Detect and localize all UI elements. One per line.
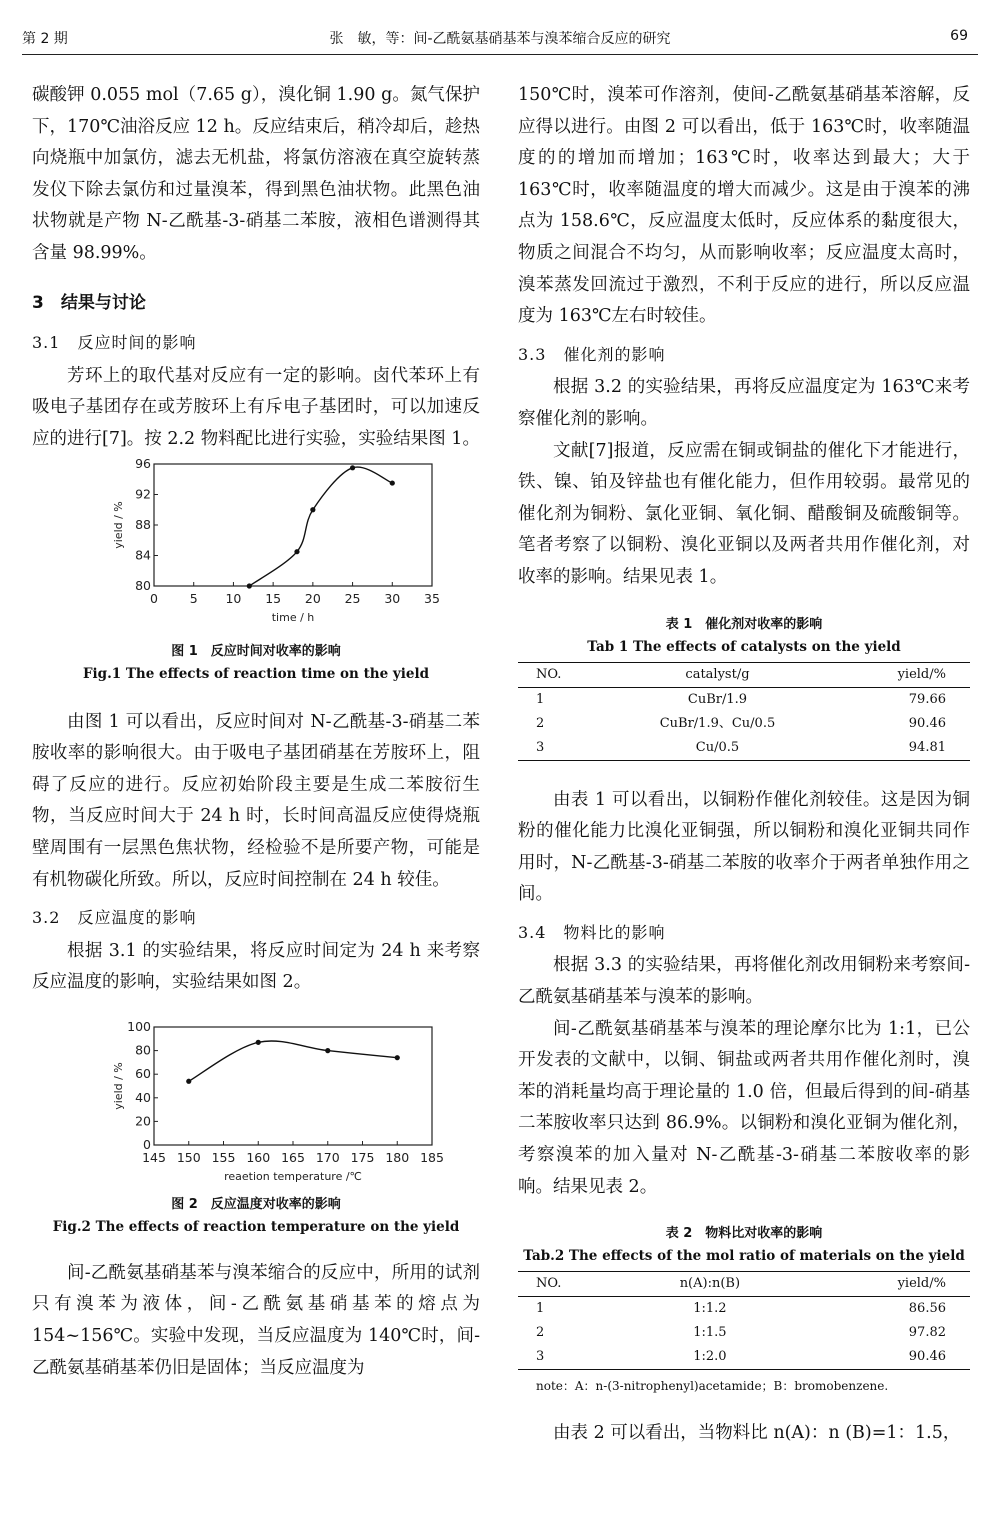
paragraph: 由表 1 可以看出，以铜粉作催化剂较佳。这是因为铜粉的催化能力比溴化亚铜强，所以铜粉和溴化亚铜共同作用时，N-乙酰基-3-硝基二苯胺的收率介于两者单独作用之间。	[518, 789, 970, 905]
chart-axes	[112, 1019, 444, 1183]
table-header: n(A):n(B)	[679, 1276, 741, 1292]
subsection-heading: 3.3 催化剂的影响	[518, 344, 666, 364]
table-row	[518, 687, 970, 712]
table-cell: 1:1.5	[693, 1325, 727, 1341]
data-point	[186, 1079, 191, 1084]
data-point	[247, 583, 252, 588]
paragraph: 根据 3.2 的实验结果，再将反应温度定为 163℃来考察催化剂的影响。	[518, 377, 970, 429]
y-axis-label: yield / %	[112, 500, 125, 549]
table-header: catalyst/g	[685, 666, 750, 682]
table-1-grid	[518, 662, 970, 761]
table-2-note: note：A：n-(3-nitrophenyl)acetamide；B：bromobenzene.	[536, 1379, 889, 1394]
right-column	[518, 80, 970, 1450]
figure-2-caption-en: Fig.2 The effects of reaction temperature on the yield	[52, 1218, 460, 1235]
y-tick-label: 84	[135, 547, 151, 563]
x-tick-label: 25	[344, 590, 361, 606]
subsection-heading: 3.2 反应温度的影响	[32, 908, 197, 928]
paragraph: 碳酸钾 0.055 mol（7.65 g），溴化铜 1.90 g。氮气保护下，170℃油浴反应 12 h。反应结束后，稍冷却后，趁热向烧瓶中加氯仿，滤去无机盐，将氯仿溶液在真空旋转蒸发仪下除去氯仿和过量溴苯，得到黑色油状物。此黑色油状物就是产物 N-乙酰基-3-硝基二苯胺，液相色谱测得其含量 98.99%。	[32, 85, 480, 263]
table-cell: CuBr/1.9、Cu/0.5	[659, 715, 776, 731]
table-row	[518, 736, 970, 761]
x-tick-label: 15	[265, 590, 282, 606]
y-axis-label: yield / %	[112, 1062, 125, 1110]
table-row	[518, 712, 970, 736]
table-row	[518, 1297, 970, 1322]
series-line	[189, 1041, 398, 1081]
table-cell: 2	[536, 1325, 545, 1341]
table-header: NO.	[536, 1276, 562, 1292]
table-header-row	[518, 1272, 970, 1297]
table-2-grid	[518, 1271, 970, 1370]
table-cell: 97.82	[908, 1325, 946, 1341]
data-point	[256, 1040, 261, 1045]
table-1-caption-en: Tab 1 The effects of catalysts on the yield	[587, 638, 901, 655]
table-cell: 79.66	[908, 691, 946, 707]
data-point	[310, 507, 315, 512]
x-tick-label: 145	[142, 1149, 166, 1165]
page-number: 69	[950, 28, 968, 44]
x-tick-label: 10	[225, 590, 242, 606]
paragraph: 文献[7]报道，反应需在铜或铜盐的催化下才能进行，铁、镍、铂及锌盐也有催化能力，但作用较弱。最常见的催化剂为铜粉、氯化亚铜、氧化铜、醋酸铜及硫酸铜等。笔者考察了以铜粉、溴化亚铜以及两者共用作催化剂，对收率的影响。结果见表 1。	[518, 440, 970, 587]
table-cell: 1:2.0	[693, 1349, 727, 1365]
table-header: yield/%	[897, 1276, 946, 1292]
paragraph: 间-乙酰氨基硝基苯与溴苯缩合的反应中，所用的试剂只有溴苯为液体，间-乙酰氨基硝基苯的熔点为 154~156℃。实验中发现，当反应温度为 140℃时，间-乙酰氨基硝基苯仍旧是固体；当反应温度为	[32, 1262, 480, 1378]
paragraph: 根据 3.3 的实验结果，再将催化剂改用铜粉来考察间-乙酰氨基硝基苯与溴苯的影响。	[518, 955, 970, 1008]
left-column	[32, 80, 480, 1384]
figure-1-caption-en: Fig.1 The effects of reaction time on the yield	[82, 665, 430, 682]
running-title: 张 敏，等：间-乙酰氨基硝基苯与溴苯缩合反应的研究	[329, 31, 671, 47]
table-1-caption-cn: 表 1 催化剂对收率的影响	[665, 616, 823, 632]
table-1	[518, 614, 970, 761]
series-line	[249, 467, 392, 586]
y-tick-label: 20	[135, 1113, 151, 1129]
subsection-heading: 3.1 反应时间的影响	[32, 333, 197, 353]
x-tick-label: 155	[211, 1149, 236, 1165]
paragraph: 由图 1 可以看出，反应时间对 N-乙酰基-3-硝基二苯胺收率的影响很大。由于吸电子基团硝基在芳胺环上，阻碍了反应的进行。反应初始阶段主要是生成二苯胺衍生物，当反应时间大于 24 h 时，长时间高温反应使得烧瓶壁周围有一层黑色焦状物，经检验不是所要产物，可能是有机物碳化所致。所以，反应时间控制在 24 h 较佳。	[32, 711, 480, 890]
y-tick-label: 100	[127, 1018, 151, 1034]
table-cell: 2	[536, 715, 545, 731]
x-tick-label: 170	[315, 1149, 340, 1165]
x-tick-label: 185	[420, 1149, 444, 1165]
x-tick-label: 5	[189, 590, 198, 606]
table-2-caption-cn: 表 2 物料比对收率的影响	[665, 1226, 823, 1242]
table-cell: Cu/0.5	[695, 739, 740, 755]
x-tick-label: 160	[246, 1149, 271, 1165]
y-tick-label: 88	[135, 516, 151, 532]
table-header-row	[518, 662, 970, 687]
x-axis-label: time / h	[271, 610, 315, 624]
y-tick-label: 40	[135, 1089, 151, 1105]
table-cell: 1:1.2	[693, 1301, 727, 1317]
figure-2-chart	[66, 1019, 446, 1194]
table-cell: 86.56	[908, 1301, 946, 1317]
data-point	[395, 1055, 400, 1060]
y-tick-label: 60	[135, 1066, 151, 1082]
data-point	[390, 480, 395, 485]
x-tick-label: 180	[385, 1149, 410, 1165]
y-tick-label: 96	[135, 455, 151, 471]
data-point	[294, 549, 299, 554]
table-cell: 3	[536, 1349, 545, 1365]
table-row	[518, 1321, 970, 1345]
table-cell: 94.81	[908, 739, 946, 755]
table-2-caption-en: Tab.2 The effects of the mol ratio of materials on the yield	[523, 1248, 965, 1265]
section-heading: 3 结果与讨论	[32, 292, 146, 313]
paragraph: 由表 2 可以看出，当物料比 n(A)：n (B)=1：1.5，	[553, 1423, 961, 1444]
table-cell: 1	[536, 1301, 545, 1317]
y-tick-label: 0	[143, 1136, 151, 1152]
figure-1-chart	[66, 456, 446, 641]
x-tick-label: 0	[150, 590, 158, 606]
paragraph: 根据 3.1 的实验结果，将反应时间定为 24 h 来考察反应温度的影响，实验结果如图 2。	[32, 940, 480, 993]
x-tick-label: 30	[384, 590, 401, 606]
x-tick-label: 150	[176, 1149, 201, 1165]
table-cell: 90.46	[908, 715, 946, 731]
table-header: NO.	[536, 666, 562, 682]
y-tick-label: 80	[135, 577, 151, 593]
paragraph: 芳环上的取代基对反应有一定的影响。卤代苯环上有吸电子基团存在或芳胺环上有斥电子基团时，可以加速反应的进行[7]。按 2.2 物料配比进行实验，实验结果图 1。	[32, 365, 480, 449]
x-tick-label: 165	[281, 1149, 305, 1165]
x-axis-label: reaetion temperature /℃	[224, 1169, 362, 1183]
plot-frame	[154, 1027, 432, 1145]
table-row	[518, 1345, 970, 1370]
issue-number: 第 2 期	[22, 31, 68, 47]
subsection-heading: 3.4 物料比的影响	[518, 922, 666, 942]
x-tick-label: 35	[424, 590, 440, 606]
y-tick-label: 92	[135, 486, 151, 502]
header-rule	[22, 54, 978, 55]
table-cell: CuBr/1.9	[687, 691, 748, 707]
y-tick-label: 80	[135, 1042, 151, 1058]
figure-2-caption-cn: 图 2 反应温度对收率的影响	[171, 1196, 341, 1212]
paragraph: 间-乙酰氨基硝基苯与溴苯的理论摩尔比为 1:1，已公开发表的文献中，以铜、铜盐或两者共用作催化剂时，溴苯的消耗量均高于理论量的 1.0 倍，但最后得到的间-硝基二苯胺收率只达到 86.9%。以铜粉和溴化亚铜为催化剂，考察溴苯的加入量对 N-乙酰基-3-硝基二苯胺收率的影响。结果见表 2。	[518, 1018, 970, 1197]
figure-1-caption-cn: 图 1 反应时间对收率的影响	[171, 643, 341, 659]
x-tick-label: 175	[350, 1149, 375, 1165]
table-2	[518, 1223, 970, 1396]
table-cell: 1	[536, 691, 545, 707]
table-cell: 90.46	[908, 1349, 946, 1365]
data-point	[350, 465, 355, 470]
x-tick-label: 20	[304, 590, 321, 606]
paragraph: 150℃时，溴苯可作溶剂，使间-乙酰氨基硝基苯溶解，反应得以进行。由图 2 可以看出，低于 163℃时，收率随温度的的增加而增加；163℃时，收率达到最大；大于 163℃时，收率随温度的增大而减少。这是由于溴苯的沸点为 158.6℃，反应温度太低时，反应体系的黏度很大，物质之间混合不均匀，从而影响收率；反应温度太高时，溴苯蒸发回流过于激烈，不利于反应的进行，所以反应温度为 163℃左右时较佳。	[518, 85, 970, 327]
running-header	[22, 24, 978, 52]
data-point	[325, 1048, 330, 1053]
table-header: yield/%	[897, 666, 946, 682]
table-cell: 3	[536, 739, 545, 755]
